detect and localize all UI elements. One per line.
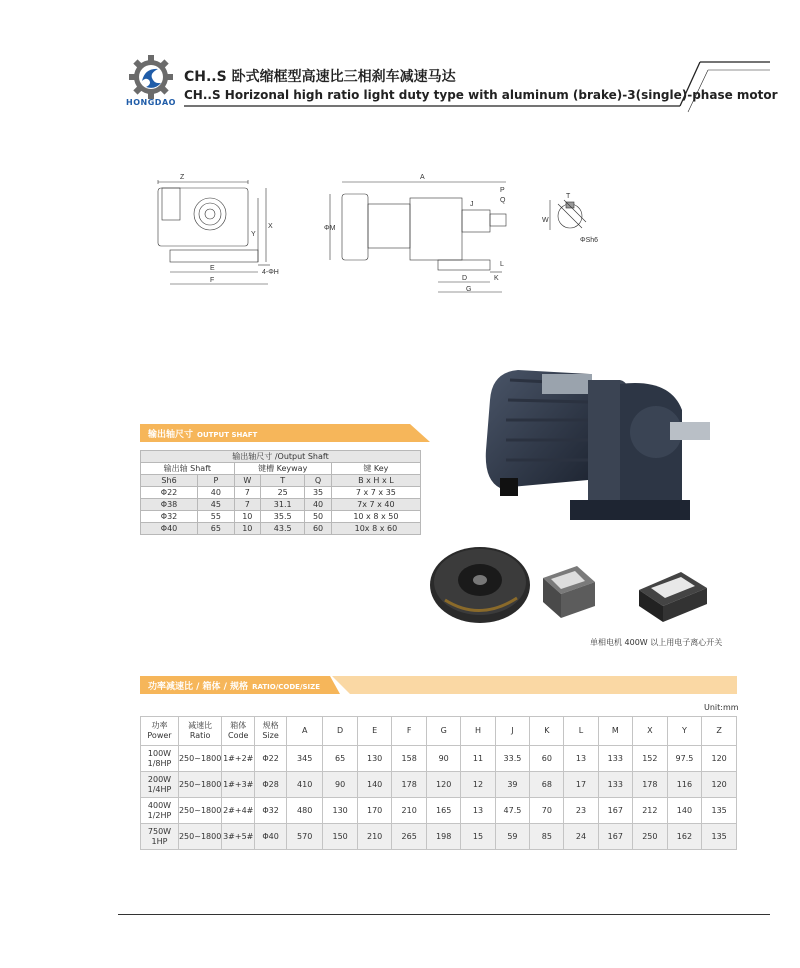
table-cell: 55 <box>198 511 235 523</box>
table-cell: 40 <box>305 499 331 511</box>
table-cell: 198 <box>426 824 461 850</box>
table-cell: 210 <box>392 798 427 824</box>
table-col-header <box>287 717 323 746</box>
header-line: Ratio <box>189 731 211 740</box>
gear-motor-photo <box>470 360 720 535</box>
table-col-header <box>178 717 221 746</box>
section-title-en: RATIO/CODE/SIZE <box>252 683 321 691</box>
table-cell: 10 <box>234 523 260 535</box>
table-cell: 11 <box>461 746 495 772</box>
header-line: Y <box>682 726 687 735</box>
table-cell: 90 <box>323 772 358 798</box>
table-cell: 35.5 <box>261 511 305 523</box>
dim-x: X <box>268 223 273 230</box>
power-cell <box>141 772 179 798</box>
header-line: F <box>406 726 412 735</box>
table-cell: 120 <box>702 746 737 772</box>
table-cell: Φ32 <box>255 798 287 824</box>
dim-q: Q <box>500 197 506 204</box>
dimension-drawings <box>140 170 600 300</box>
table-col-header <box>426 717 461 746</box>
table-cell: 120 <box>426 772 461 798</box>
table-cell: 31.1 <box>261 499 305 511</box>
header-line: E <box>372 726 378 735</box>
table-cell: 24 <box>564 824 598 850</box>
table-cell: 40 <box>198 487 235 499</box>
power-cell <box>141 746 179 772</box>
table-col-header <box>357 717 392 746</box>
table-cell: 65 <box>198 523 235 535</box>
table-group-header: 输出轴 Shaft <box>141 463 235 475</box>
table-row <box>141 487 421 499</box>
table-col-header: W <box>234 475 260 487</box>
table-cell: 70 <box>530 798 564 824</box>
table-cell: 43.5 <box>261 523 305 535</box>
header-line: 规格 <box>262 721 279 730</box>
dim-e: E <box>210 265 215 272</box>
table-cell: 178 <box>633 772 668 798</box>
table-group-header: 键槽 Keyway <box>234 463 331 475</box>
table-cell: 120 <box>702 772 737 798</box>
header-line: A <box>301 726 308 735</box>
dim-y: Y <box>251 231 256 238</box>
power-line: 100W <box>147 748 172 758</box>
table-cell: 33.5 <box>495 746 530 772</box>
table-cell: 210 <box>357 824 392 850</box>
table-cell: 60 <box>530 746 564 772</box>
table-cell: 133 <box>598 772 633 798</box>
table-cell: 1#+2# <box>222 746 255 772</box>
table-cell: 13 <box>461 798 495 824</box>
table-col-header <box>222 717 255 746</box>
dim-h: 4-ΦH <box>262 269 279 276</box>
table-cell: 250 <box>633 824 668 850</box>
table-row <box>141 523 421 535</box>
table-cell: 35 <box>305 487 331 499</box>
table-cell: 47.5 <box>495 798 530 824</box>
dim-z: Z <box>180 174 185 181</box>
table-cell: 3#+5# <box>222 824 255 850</box>
header-line: Power <box>147 731 172 740</box>
section-title-en: OUTPUT SHAFT <box>197 431 258 439</box>
table-col-header <box>633 717 668 746</box>
power-line: 200W <box>147 774 172 784</box>
table-col-header <box>495 717 530 746</box>
header-line: Size <box>262 731 279 740</box>
table-cell: 45 <box>198 499 235 511</box>
dim-w: W <box>542 217 549 224</box>
table-cell: 25 <box>261 487 305 499</box>
table-cell: 150 <box>323 824 358 850</box>
table-col-header <box>141 717 179 746</box>
table-cell: 345 <box>287 746 323 772</box>
header-line: K <box>544 726 550 735</box>
table-cell: 15 <box>461 824 495 850</box>
table-row <box>141 824 737 850</box>
section-title-cn: 输出轴尺寸 <box>148 430 194 440</box>
table-cell: 2#+4# <box>222 798 255 824</box>
section-header-ratio-code-size <box>140 676 740 694</box>
table-row <box>141 798 737 824</box>
power-line: 1/4HP <box>147 784 172 794</box>
table-cell: Φ38 <box>141 499 198 511</box>
table-cell: 570 <box>287 824 323 850</box>
table-col-header <box>598 717 633 746</box>
table-cell: 165 <box>426 798 461 824</box>
image-caption: 单相电机 400W 以上用电子离心开关 <box>590 638 723 647</box>
table-col-header <box>392 717 427 746</box>
dim-d: D <box>462 275 468 282</box>
table-row <box>141 499 421 511</box>
table-cell: 10 x 8 x 50 <box>331 511 420 523</box>
bottom-rule <box>118 914 770 915</box>
dim-sh6: ΦSh6 <box>580 237 599 244</box>
power-line: 400W <box>147 800 172 810</box>
table-col-header: B x H x L <box>331 475 420 487</box>
table-col-header <box>667 717 702 746</box>
table-cell: 133 <box>598 746 633 772</box>
power-line: 750W <box>147 826 172 836</box>
table-col-header: Q <box>305 475 331 487</box>
table-cell: Φ22 <box>255 746 287 772</box>
table-cell: 410 <box>287 772 323 798</box>
section-title-cn: 功率减速比 / 箱体 / 规格 <box>148 682 249 692</box>
table-cell: 250~1800 <box>178 746 221 772</box>
table-cell: 140 <box>357 772 392 798</box>
table-cell: Φ32 <box>141 511 198 523</box>
brake-unit-photo <box>425 540 535 630</box>
dim-f: F <box>210 277 215 284</box>
dim-l: L <box>500 261 504 268</box>
table-group-header: 键 Key <box>331 463 420 475</box>
table-cell: Φ22 <box>141 487 198 499</box>
table-cell: 97.5 <box>667 746 702 772</box>
table-cell: 7x 7 x 40 <box>331 499 420 511</box>
header-line: X <box>647 726 653 735</box>
table-cell: 17 <box>564 772 598 798</box>
page-title-cn: CH..S 卧式缩框型高速比三相刹车减速马达 <box>184 69 456 85</box>
table-cell: 65 <box>323 746 358 772</box>
switch-box-photo-2 <box>633 568 711 626</box>
side-view <box>330 182 506 292</box>
shaft-section <box>550 200 586 230</box>
table-cell: 480 <box>287 798 323 824</box>
table-cell: 85 <box>530 824 564 850</box>
table-col-header <box>461 717 495 746</box>
table-row <box>141 746 737 772</box>
power-line: 1/2HP <box>147 810 172 820</box>
table-cell: 39 <box>495 772 530 798</box>
table-cell: 23 <box>564 798 598 824</box>
power-cell <box>141 824 179 850</box>
table-cell: 158 <box>392 746 427 772</box>
table-cell: Φ28 <box>255 772 287 798</box>
dim-p: P <box>500 187 505 194</box>
header-line: G <box>440 726 447 735</box>
brand-name: HONGDAO <box>126 98 176 107</box>
table-cell: 1#+3# <box>222 772 255 798</box>
table-cell: 167 <box>598 824 633 850</box>
hongdao-logo <box>128 54 174 100</box>
header-line: 减速比 <box>188 721 213 730</box>
table-cell: 13 <box>564 746 598 772</box>
ratio-code-size-table <box>140 716 737 850</box>
table-col-header <box>530 717 564 746</box>
dim-a: A <box>420 174 425 181</box>
table-cell: 50 <box>305 511 331 523</box>
table-cell: 116 <box>667 772 702 798</box>
table-cell: Φ40 <box>141 523 198 535</box>
table-cell: 167 <box>598 798 633 824</box>
table-cell: 178 <box>392 772 427 798</box>
table-cell: 68 <box>530 772 564 798</box>
table-title: 输出轴尺寸 /Output Shaft <box>141 451 421 463</box>
header-line: Code <box>228 731 249 740</box>
dim-m: ΦM <box>324 225 336 232</box>
header-line: Z <box>716 726 722 735</box>
table-cell: 7 <box>234 487 260 499</box>
table-cell: 135 <box>702 824 737 850</box>
header-line: M <box>611 726 619 735</box>
table-cell: 212 <box>633 798 668 824</box>
section-header-output-shaft <box>140 424 430 442</box>
table-cell: 60 <box>305 523 331 535</box>
power-cell <box>141 798 179 824</box>
header-line: 箱体 <box>230 721 247 730</box>
table-cell: 162 <box>667 824 702 850</box>
table-cell: 250~1800 <box>178 798 221 824</box>
table-cell: 90 <box>426 746 461 772</box>
table-row <box>141 511 421 523</box>
power-line: 1HP <box>151 836 168 846</box>
header-line: L <box>578 726 584 735</box>
table-cell: 59 <box>495 824 530 850</box>
table-cell: 170 <box>357 798 392 824</box>
table-col-header: Sh6 <box>141 475 198 487</box>
table-cell: 7 x 7 x 35 <box>331 487 420 499</box>
power-line: 1/8HP <box>147 758 172 768</box>
table-col-header: P <box>198 475 235 487</box>
table-cell: 12 <box>461 772 495 798</box>
table-cell: 7 <box>234 499 260 511</box>
table-cell: 250~1800 <box>178 824 221 850</box>
table-cell: 250~1800 <box>178 772 221 798</box>
header-line: J <box>511 726 514 735</box>
table-col-header: T <box>261 475 305 487</box>
dim-t: T <box>566 193 571 200</box>
table-col-header <box>702 717 737 746</box>
table-cell: 265 <box>392 824 427 850</box>
table-col-header <box>323 717 358 746</box>
table-cell: 135 <box>702 798 737 824</box>
table-cell: 140 <box>667 798 702 824</box>
table-cell: 10 <box>234 511 260 523</box>
table-row <box>141 772 737 798</box>
table-cell: 10x 8 x 60 <box>331 523 420 535</box>
page-title-en: CH..S Horizonal high ratio light duty type with aluminum (brake)-3(single)-phase motor <box>184 88 778 102</box>
table-col-header <box>564 717 598 746</box>
dim-k: K <box>494 275 499 282</box>
table-cell: 130 <box>357 746 392 772</box>
table-cell: 130 <box>323 798 358 824</box>
table-col-header <box>255 717 287 746</box>
header-line: H <box>475 726 482 735</box>
table-cell: 152 <box>633 746 668 772</box>
table-cell: Φ40 <box>255 824 287 850</box>
output-shaft-table <box>140 450 421 535</box>
unit-label: Unit:mm <box>704 703 739 712</box>
header-line: 功率 <box>151 721 168 730</box>
switch-box-photo-1 <box>537 560 599 622</box>
dim-j: J <box>470 201 474 208</box>
dim-g: G <box>466 286 472 293</box>
header-line: D <box>337 726 344 735</box>
